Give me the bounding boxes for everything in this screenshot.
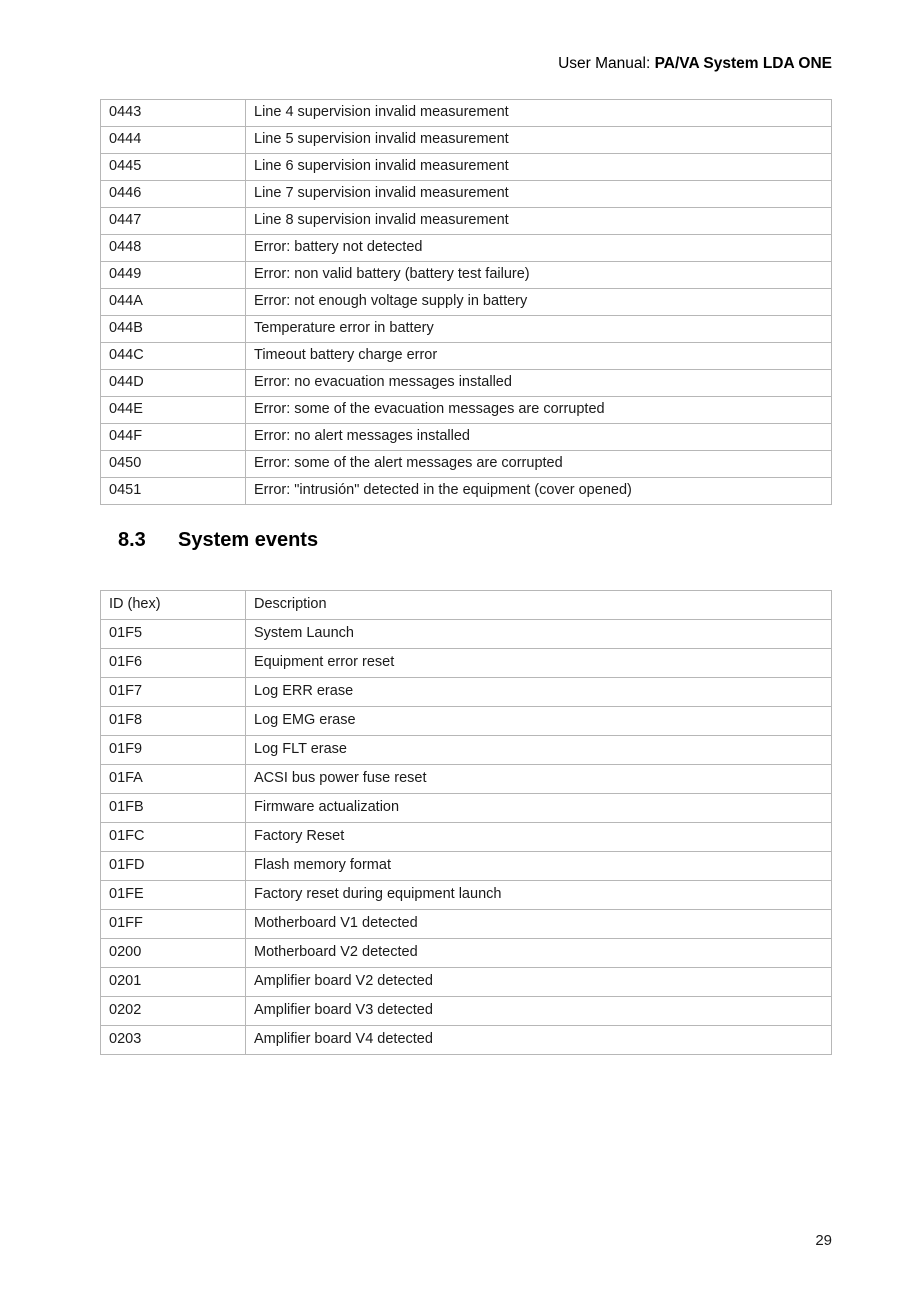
error-description-cell: Line 4 supervision invalid measurement	[246, 100, 832, 127]
error-id-cell: 044C	[101, 343, 246, 370]
table-header-row	[101, 591, 832, 620]
event-id-cell: 01F7	[101, 678, 246, 707]
table-row	[101, 1026, 832, 1055]
event-description-cell: Factory Reset	[246, 823, 832, 852]
table-row	[101, 100, 832, 127]
event-id-cell: 0200	[101, 939, 246, 968]
error-codes-table-body	[101, 100, 832, 505]
event-id-cell: 01FB	[101, 794, 246, 823]
table-row	[101, 343, 832, 370]
event-description-cell: Amplifier board V2 detected	[246, 968, 832, 997]
section-heading	[118, 529, 832, 552]
event-description-cell: System Launch	[246, 620, 832, 649]
table-row	[101, 997, 832, 1026]
table-row	[101, 881, 832, 910]
event-description-cell: Amplifier board V3 detected	[246, 997, 832, 1026]
event-id-cell: 01FF	[101, 910, 246, 939]
error-description-cell: Error: no evacuation messages installed	[246, 370, 832, 397]
table-row	[101, 736, 832, 765]
error-codes-table	[100, 99, 832, 505]
error-description-cell: Temperature error in battery	[246, 316, 832, 343]
event-id-cell: 01FE	[101, 881, 246, 910]
error-description-cell: Error: "intrusión" detected in the equipment (cover opened)	[246, 478, 832, 505]
table-row	[101, 370, 832, 397]
event-id-cell: 01FA	[101, 765, 246, 794]
event-description-cell: Log ERR erase	[246, 678, 832, 707]
system-events-table	[100, 590, 832, 1055]
table-row	[101, 154, 832, 181]
event-id-cell: 01FC	[101, 823, 246, 852]
error-id-cell: 0450	[101, 451, 246, 478]
error-description-cell: Line 5 supervision invalid measurement	[246, 127, 832, 154]
table-row	[101, 794, 832, 823]
event-description-cell: Factory reset during equipment launch	[246, 881, 832, 910]
event-id-cell: 01F8	[101, 707, 246, 736]
event-description-cell: ACSI bus power fuse reset	[246, 765, 832, 794]
error-id-cell: 0447	[101, 208, 246, 235]
table-row	[101, 707, 832, 736]
table-row	[101, 620, 832, 649]
error-id-cell: 044A	[101, 289, 246, 316]
event-id-cell: 0201	[101, 968, 246, 997]
error-description-cell: Error: some of the evacuation messages are corrupted	[246, 397, 832, 424]
table-row	[101, 765, 832, 794]
error-id-cell: 0445	[101, 154, 246, 181]
page-content	[100, 0, 832, 1055]
table-row	[101, 852, 832, 881]
error-description-cell: Line 7 supervision invalid measurement	[246, 181, 832, 208]
system-events-table-body	[101, 620, 832, 1055]
event-description-cell: Firmware actualization	[246, 794, 832, 823]
error-id-cell: 0443	[101, 100, 246, 127]
event-description-cell: Flash memory format	[246, 852, 832, 881]
table-row	[101, 478, 832, 505]
error-id-cell: 044E	[101, 397, 246, 424]
event-id-cell: 01F6	[101, 649, 246, 678]
error-description-cell: Timeout battery charge error	[246, 343, 832, 370]
table-row	[101, 424, 832, 451]
error-description-cell: Error: not enough voltage supply in battery	[246, 289, 832, 316]
event-description-cell: Log EMG erase	[246, 707, 832, 736]
table-row	[101, 939, 832, 968]
event-description-cell: Amplifier board V4 detected	[246, 1026, 832, 1055]
error-description-cell: Error: battery not detected	[246, 235, 832, 262]
table-row	[101, 235, 832, 262]
events-description-header-cell: Description	[246, 591, 832, 620]
table-row	[101, 262, 832, 289]
error-description-cell: Error: no alert messages installed	[246, 424, 832, 451]
event-id-cell: 0203	[101, 1026, 246, 1055]
system-events-table-head	[101, 591, 832, 620]
table-row	[101, 181, 832, 208]
event-id-cell: 01F5	[101, 620, 246, 649]
section-number: 8.3	[118, 529, 146, 551]
error-id-cell: 044B	[101, 316, 246, 343]
event-description-cell: Equipment error reset	[246, 649, 832, 678]
event-description-cell: Motherboard V1 detected	[246, 910, 832, 939]
event-description-cell: Log FLT erase	[246, 736, 832, 765]
table-row	[101, 397, 832, 424]
error-id-cell: 044F	[101, 424, 246, 451]
error-description-cell: Error: non valid battery (battery test failure)	[246, 262, 832, 289]
table-row	[101, 678, 832, 707]
table-row	[101, 649, 832, 678]
table-row	[101, 316, 832, 343]
table-row	[101, 968, 832, 997]
spacer	[100, 552, 832, 590]
document-header	[100, 55, 832, 73]
table-row	[101, 823, 832, 852]
error-description-cell: Line 8 supervision invalid measurement	[246, 208, 832, 235]
error-id-cell: 0451	[101, 478, 246, 505]
section-title: System events	[178, 529, 319, 551]
header-title: PA/VA System LDA ONE	[654, 55, 832, 72]
error-id-cell: 0449	[101, 262, 246, 289]
error-description-cell: Error: some of the alert messages are corrupted	[246, 451, 832, 478]
error-id-cell: 0446	[101, 181, 246, 208]
event-id-cell: 0202	[101, 997, 246, 1026]
table-row	[101, 910, 832, 939]
table-row	[101, 208, 832, 235]
event-description-cell: Motherboard V2 detected	[246, 939, 832, 968]
error-id-cell: 0448	[101, 235, 246, 262]
event-id-cell: 01F9	[101, 736, 246, 765]
table-row	[101, 127, 832, 154]
error-id-cell: 0444	[101, 127, 246, 154]
page-number: 29	[815, 1232, 832, 1249]
events-id-header-cell: ID (hex)	[101, 591, 246, 620]
table-row	[101, 451, 832, 478]
error-description-cell: Line 6 supervision invalid measurement	[246, 154, 832, 181]
table-row	[101, 289, 832, 316]
error-id-cell: 044D	[101, 370, 246, 397]
header-prefix: User Manual:	[558, 55, 655, 72]
event-id-cell: 01FD	[101, 852, 246, 881]
